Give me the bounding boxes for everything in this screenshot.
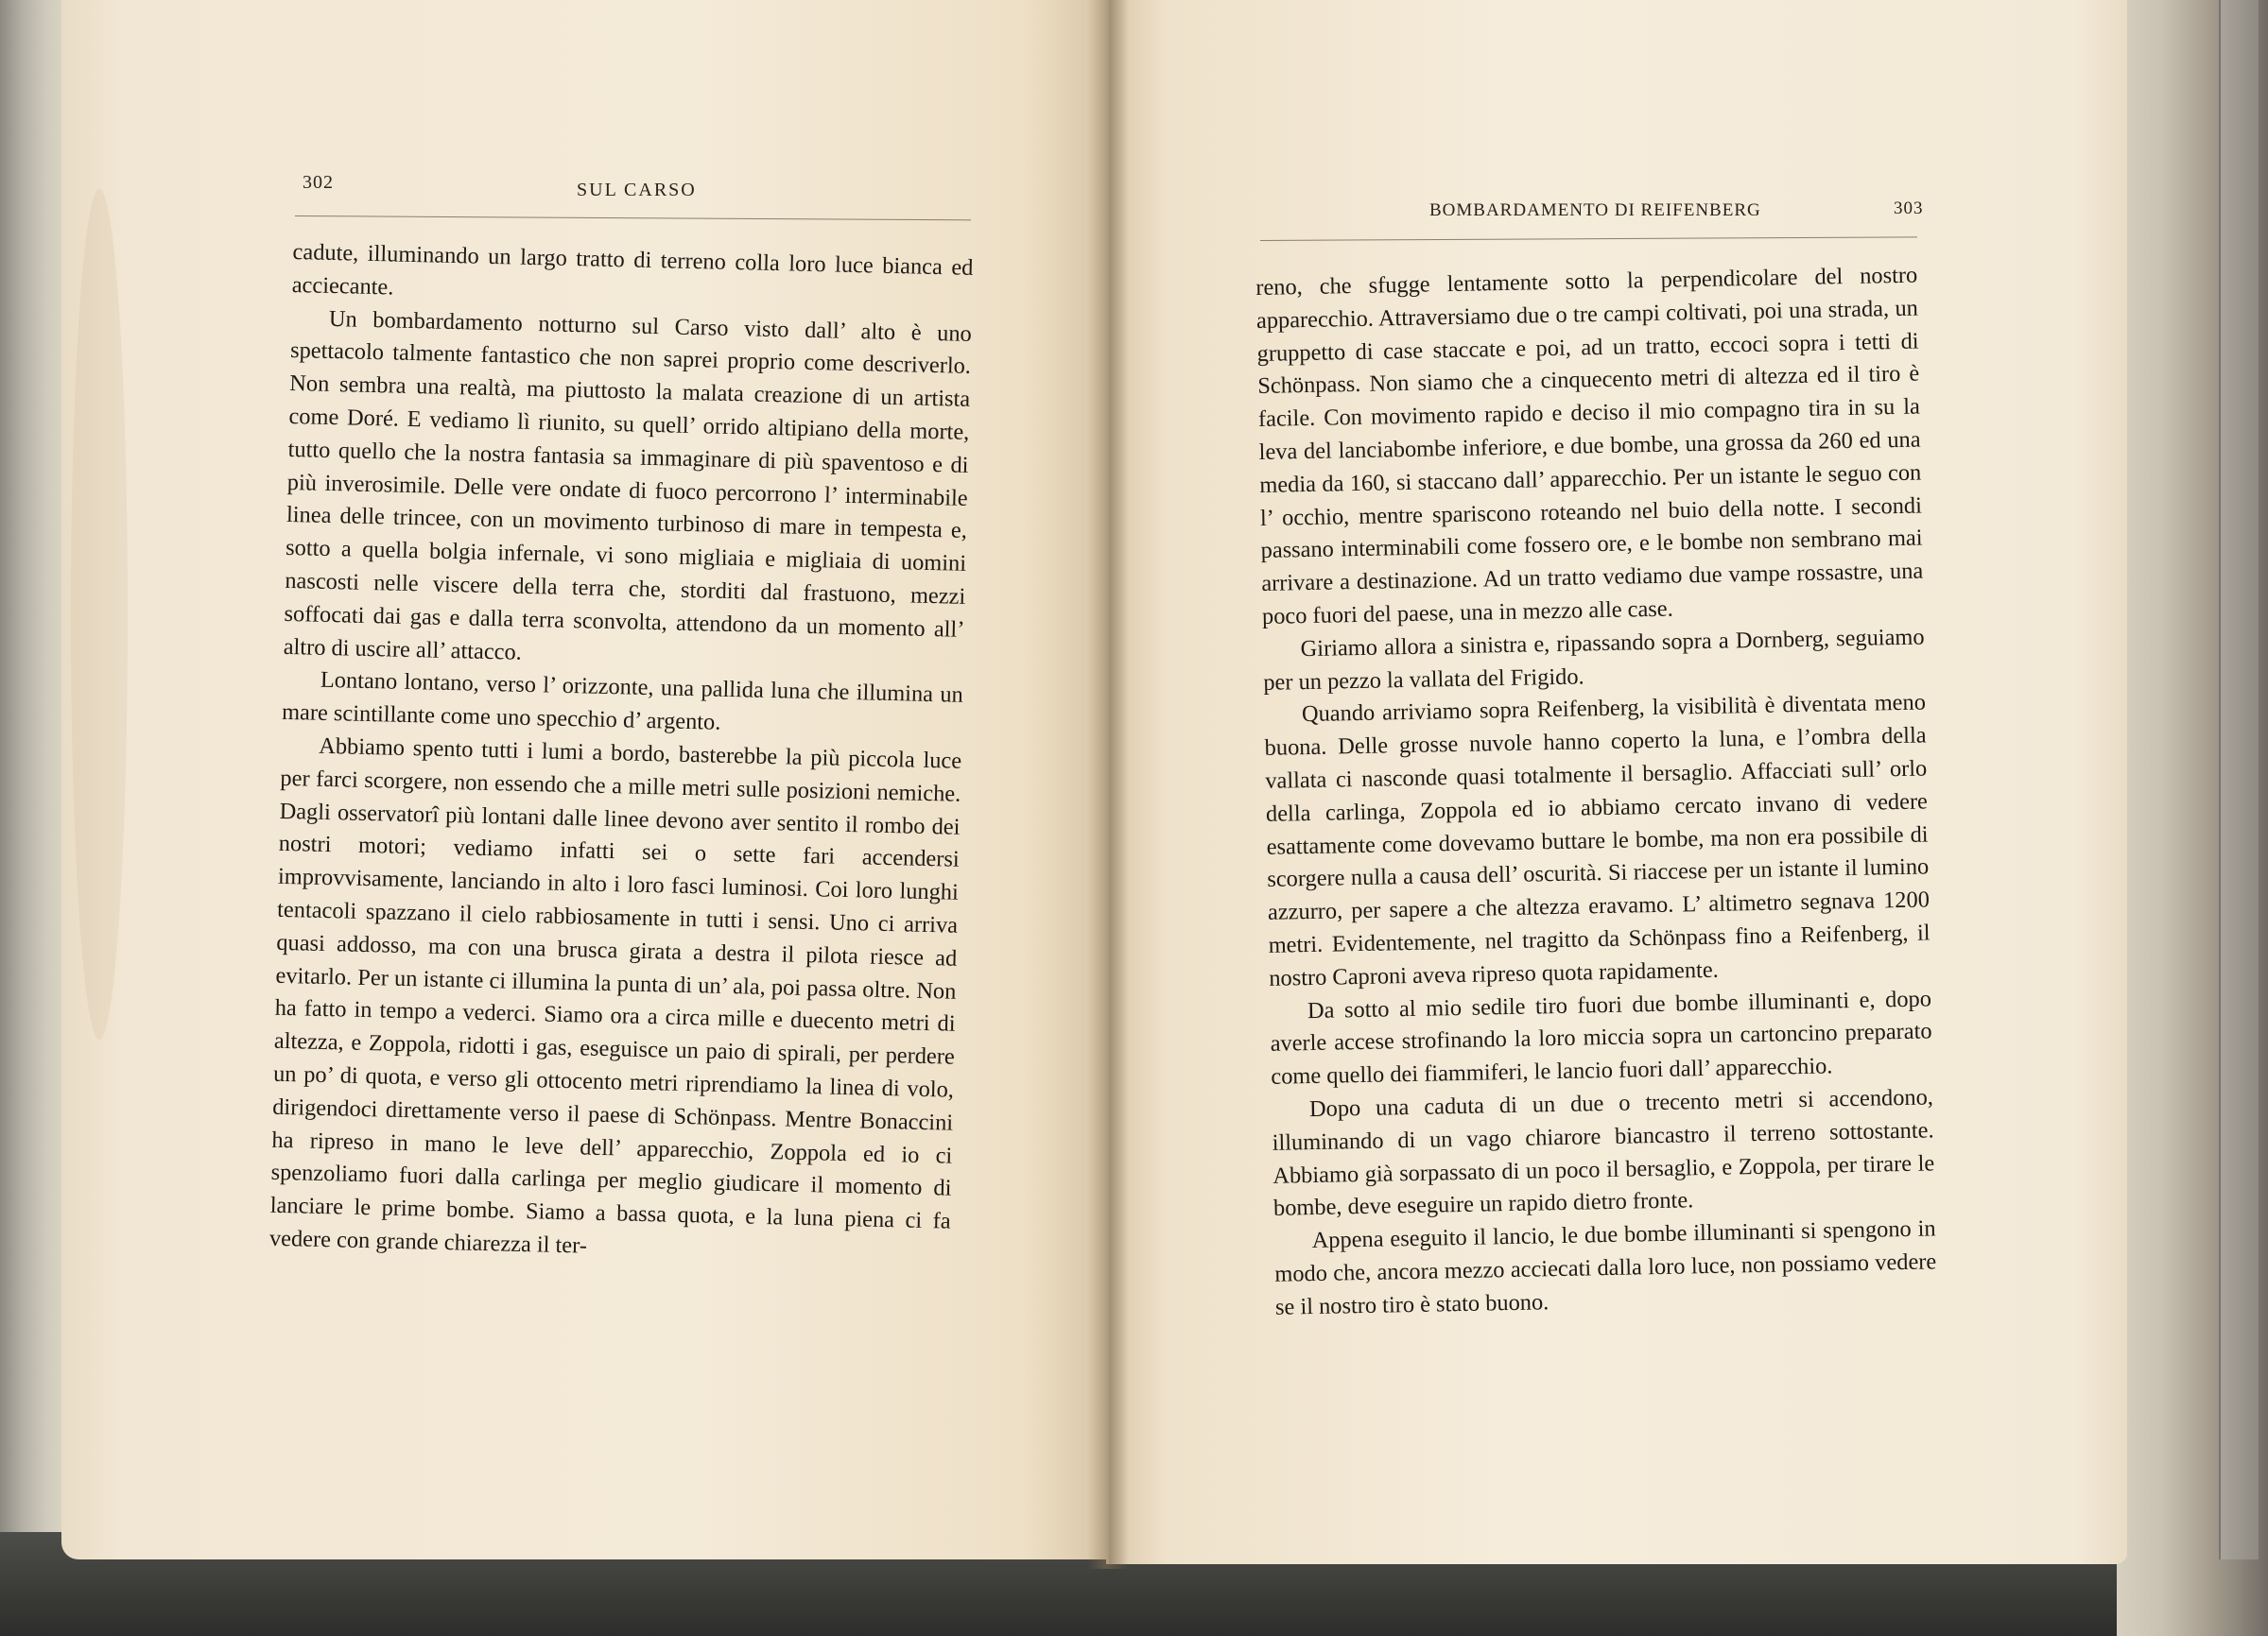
right-paragraph: Giriamo allora a sinistra e, ripassando sopra a Dornberg, seguiamo per un pezzo la vallata del Frigido. [1263, 624, 1925, 696]
right-paragraph: reno, che sfugge lentamente sotto la perpendicolare del nostro apparecchio. Attraversiamo due o tre campi coltivati, poi una strada, un gruppetto di case staccate e poi, ad un tratto, eccoci sopra i tetti di Schönpass. Non siamo che a cinquecento metri di altezza ed il tiro è facile. Con movimento rapido e deciso il mio compagno tira in su la leva del lanciabombe inferiore, e due bombe, una grossa da 260 ed una media da 160, si staccano dall’ apparecchio. Per un istante le seguo con l’ occhio, mentre spariscono roteando nel buio della notte. I secondi passano interminabili come fossero ore, e le bombe non sembrano mai arrivare a destinazione. Ad un tratto vediamo due vampe rossastre, una poco fuori del paese, una in mezzo alle case. [1255, 262, 1924, 629]
book-cover-edge [2219, 0, 2259, 1559]
right-page-text [1255, 260, 1937, 1325]
book-left-edge [0, 0, 66, 1636]
right-page-number: 303 [1894, 198, 1924, 218]
left-page-number: 302 [303, 172, 334, 193]
left-paragraph: Lontano lontano, verso l’ orizzonte, una pallida luna che illumina un mare scintillante come uno specchio d’ argento. [281, 667, 964, 735]
right-running-header: BOMBARDAMENTO DI REIFENBERG [1429, 200, 1761, 220]
left-running-header: SUL CARSO [577, 180, 697, 200]
left-page-text [269, 236, 974, 1271]
left-paragraph: Un bombardamento notturno sul Carso visto dall’ alto è uno spettacolo talmente fantastico che non saprei proprio come descriverlo. Non sembra una realtà, ma piuttosto la malata creazione di un artista come Doré. E vediamo lì riunito, su quell’ orrido altipiano della morte, tutto quello che la nostra fantasia sa immaginare di più spaventoso e di più inverosimile. Delle vere ondate di fuoco percorrono l’ interminabile linea delle trincee, con un movimento turbinoso di mare in tempesta e, sotto a quella bolgia infernale, vi sono migliaia e migliaia di uomini nascosti nelle viscere della terra che, storditi dal frastuono, mezzi soffocati dai gas e dalla terra sconvolta, attendono da un momento all’ altro di uscire all’ attacco. [283, 305, 973, 665]
right-paragraph: Da sotto al mio sedile tiro fuori due bombe illuminanti e, dopo averle accese strofinando la loro miccia sopra un cartoncino preparato come quello dei fiammiferi, le lancio fuori dall’ apparecchio. [1270, 985, 1932, 1090]
right-paragraph: Dopo una caduta di un due o trecento metri si accendono, illuminando di un vago chiarore biancastro il terreno sottostante. Abbiamo già sorpassato di un poco il bersaglio, e Zoppola, per tirare le bombe, deve eseguire un rapido dietro fronte. [1272, 1084, 1935, 1222]
book-gutter [1087, 0, 1129, 1569]
left-paragraph: cadute, illuminando un largo tratto di terreno colla loro luce bianca ed acciecante. [291, 238, 974, 301]
page-shading [71, 189, 128, 1040]
right-paragraph: Quando arriviamo sopra Reifenberg, la visibilità è diventata meno buona. Delle grosse nuvole hanno coperto la luna, e l’ombra della vallata ci nasconde quasi totalmente il bersaglio. Affacciati sull’ orlo della carlinga, Zoppola ed io abbiamo cercato invano di vedere esattamente come dovevamo buttare le bombe, ma non era possibile di scorgere nulla a causa dell’ oscurità. Si riaccese per un istante il lumino azzurro, per sapere a che altezza eravamo. L’ altimetro segnava 1200 metri. Evidentemente, nel tragitto da Schönpass fino a Reifenberg, il nostro Caproni aveva ripreso quota rapidamente. [1264, 689, 1930, 991]
left-paragraph: Abbiamo spento tutti i lumi a bordo, basterebbe la più piccola luce per farci scorgere, non essendo che a mille metri sulle posizioni nemiche. Dagli osservatorî più lontani dalle linee devono aver sentito il rombo dei nostri motori; vediamo infatti sei o sette fari accendersi improvvisamente, lanciando in alto i loro fasci luminosi. Coi loro lunghi tentacoli spazzano il cielo rabbiosamente in tutti i sensi. Uno ci arriva quasi addosso, ma con una brusca girata a destra il pilota riesce ad evitarlo. Per un istante ci illumina la punta di un’ ala, poi passa oltre. Non ha fatto in tempo a vederci. Siamo ora a circa mille e duecento metri di altezza, e Zoppola, ridotti i gas, eseguisce un paio di spirali, per perdere un po’ di quota, e verso gli ottocento metri riprendiamo la linea di volo, dirigendoci direttamente verso il paese di Schönpass. Mentre Bonaccini ha ripreso in mano le leve dell’ apparecchio, Zoppola ed io ci spenzoliamo fuori dalla carlinga per meglio giudicare il momento di lanciare le prime bombe. Siamo a bassa quota, e la luna piena ci fa vedere con grande chiarezza il ter- [268, 732, 962, 1259]
right-paragraph: Appena eseguito il lancio, le due bombe illuminanti si spengono in modo che, ancora mezzo acciecati dalla loro luce, non possiamo vedere se il nostro tiro è stato buono. [1274, 1215, 1937, 1320]
